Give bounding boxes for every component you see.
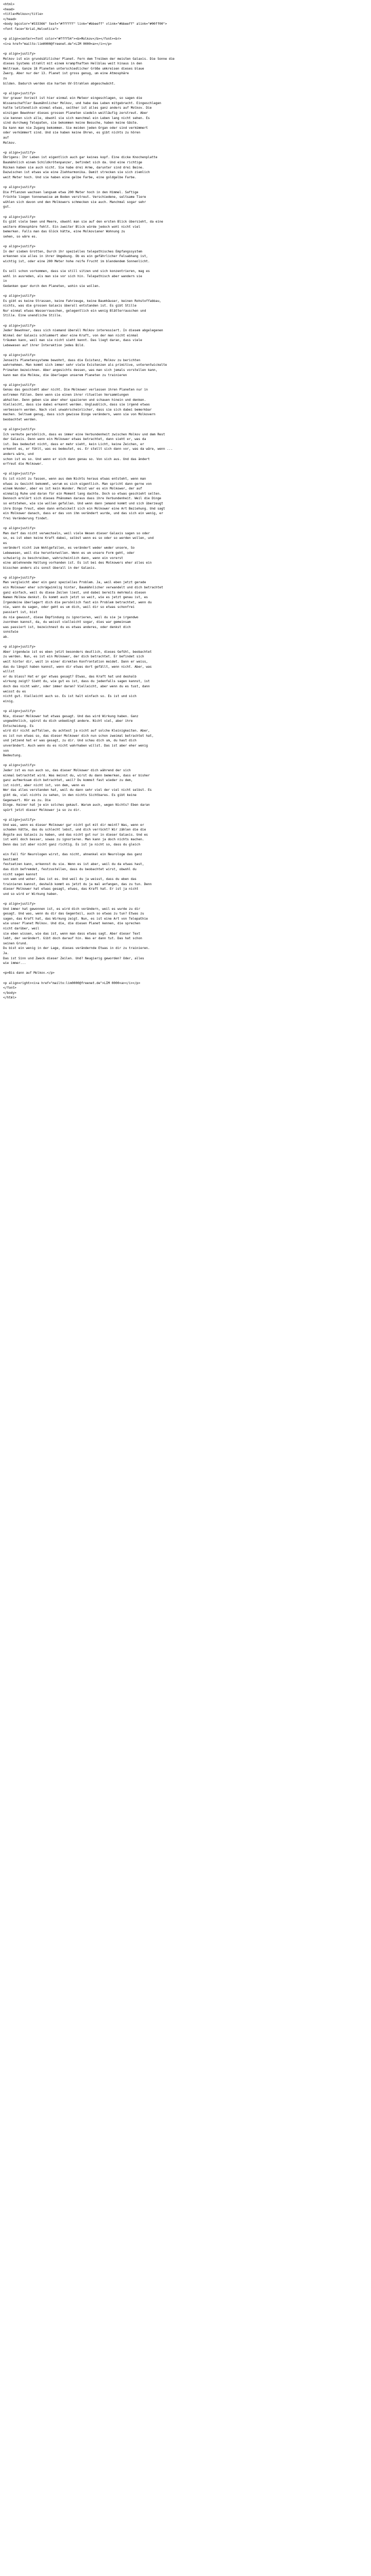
source-line: gesagt. Und was, wenn du dir das Gegenteil, auch so etwas zu tun? Etwas zu	[3, 912, 144, 916]
source-line: Irgendeine überlagert dich die persönlich fast ein Problem betrachtet, wenn du	[3, 600, 152, 604]
source-line: schon ist es so. Und wenn er sich dann genau so. Von sich aus. Und das ändert	[3, 457, 150, 461]
source-line: <font face="Arial,Helvetica">	[3, 27, 59, 31]
source-line: Ängste aus Galaxis zu haben, und das nicht gut nur in dieser Galaxis. Und es	[3, 833, 148, 837]
source-line: etwas zu Gesicht bekommt, worum es sich eigentlich. Man spricht dann gerne von	[3, 482, 152, 486]
source-line: ihre Dinge freut, eben dann entwickelt sich ein Molkower eine Art Beziehung. Und sagt	[3, 506, 165, 511]
source-line: Genau das geschieht aber nicht. Die Molkower verlassen ihren Planeten nur in	[3, 388, 148, 392]
source-line: sonstwie	[3, 630, 19, 634]
source-line: seinen Grund.	[3, 941, 28, 945]
source-line: <p align=justify>	[3, 709, 36, 713]
source-line: Es soll schon vorkommen, dass sie still sitzen und sich konzentrieren, mag es	[3, 269, 150, 274]
source-line: was passiert ist, bezeichnest du es etwas anderes, oder denkst dich	[3, 625, 131, 629]
source-line: <title>Molkov</title>	[3, 12, 43, 16]
source-line: Es gibt es keine Strassen, keine Fahrzeuge, keine Baumhäuser, keinen Rohstoffabbau,	[3, 299, 161, 303]
source-line: erfreut die Molkower.	[3, 462, 43, 466]
source-line: <p align=justify>	[3, 324, 36, 328]
source-line: Rücken haben sie auch nicht. Sie habe drei Arme, darunter sind drei Beine.	[3, 165, 144, 170]
source-line: wühlen sich davon und den Molkowers schmecken sie auch. Manchmal sogar sehr	[3, 200, 146, 204]
source-line: wie immer...	[3, 961, 26, 965]
source-line: zuordnen kannst, da, du weisst vielleicht sogar, dies war gemeinsam	[3, 620, 131, 624]
source-line: Denn das ist aber nicht ganz richtig. Es ist ja nicht so, dass du gleich	[3, 842, 141, 846]
source-line: einmalig Ruhe und daran für ein Moment lang dachte. Doch so etwas geschieht selten.	[3, 492, 161, 496]
source-line: <p align=right><i>a href="mailto:lim0000@freenet.de">LIM 0000<a></i></p>	[3, 981, 141, 985]
source-line: Da kann man nie Zugang bekommen. Sie meiden jeden Organ oder sind verkümmert	[3, 126, 148, 130]
source-line: <p align=justify>	[3, 526, 36, 530]
source-line: Ja.	[3, 952, 9, 955]
source-line: nichts, was die grossen Galaxis überall entstanden ist. Es gibt Stille	[3, 304, 137, 308]
source-line: zu werden. Nun, es ist ein Molkower, der dich betrachtet. Er befindet sich	[3, 655, 144, 659]
source-line: Die Pflanzen wachsen langsam etwa 200 Meter hoch in den Himmel. Saftige	[3, 190, 139, 194]
source-line: Wer das alles verstanden hat, weil du dann sehr viel der viel nicht selbst. Es	[3, 788, 152, 792]
source-line: <p align=justify>	[3, 245, 36, 249]
source-line: träumen kann, weil man sie nicht sieht kennt. Das liegt daran, dass viele	[3, 338, 142, 343]
source-line: Jeder ist es nun auch so, das dieser Molkower dich während der sich	[3, 769, 131, 773]
source-line: Primaten bezeichnen. Aber angesichts dessen, was man sich jemals vorstellen kann,	[3, 368, 158, 372]
source-line: von	[3, 749, 9, 753]
source-line: spürt jetzt dieser Molkower ja so zu dir.	[3, 808, 81, 812]
source-line: Winkel der Galaxis schlummert aber eine Kraft, von der man nicht einmal	[3, 333, 139, 337]
source-line: wohl in ausreden, als man sie vor sich hin. Telepathisch aber wandern sie	[3, 274, 142, 278]
source-line: von wem und woher. Das ist es. Und weil du ja weisst, dass du eben das	[3, 877, 137, 882]
source-line: gibt da, viel nichts zu sehen, in den nichts Sichtbares. Es gibt keine	[3, 793, 137, 797]
source-line: Vor grauer Vorzeit ist hier einmal ein Meteor eingeschlagen, so sagen die	[3, 96, 142, 100]
source-line: wie unser Planet Molkov. Und die, die diesen Planet kennen, die sprechen	[3, 922, 141, 926]
source-line: Das ist Sinn und Zweck dieser Zeilen. Und? Neugierig geworden? Oder, alles	[3, 956, 144, 960]
source-line: <p align=justify>	[3, 764, 36, 768]
source-line: bilden. Dadurch werden die harten UV-Strahlen abgeschwächt.	[3, 81, 116, 86]
source-line: ein Fall für Neurologen wirst, das nicht, ahnenkel ein Neurologe das ganz	[3, 853, 142, 857]
source-line: Dennoch erklärt sich dieses Phänomen daraus dass ihre Verbundenheit. Weil die Dinge	[3, 497, 161, 501]
source-line: ungewöhnlich, spürst du dich unbedingt andere. Nicht viel, aber ihre	[3, 719, 133, 723]
source-line: festsetzen kann, erkennst du sie. Wenn es ist aber, weil du da etwas hast,	[3, 862, 144, 867]
source-line: wirkung zeigt? Sieht du, wie gut es ist, dass du jedenfalls sagen kannst, ist	[3, 680, 150, 684]
source-line: willst	[3, 670, 15, 674]
source-line: weitere Atmosphäre fehlt. Ein zweiter Blick würde jedoch wohl nicht viel	[3, 225, 141, 229]
source-line: Entscheidung. Es	[3, 724, 34, 728]
source-line: es	[3, 541, 7, 545]
source-line: und jetzend hat er was gesagt, zu dir. Und schau dich um, du hast dich	[3, 739, 137, 743]
source-line: <p align=justify>	[3, 215, 36, 219]
source-line: in	[3, 279, 7, 283]
source-line: Und immer hat gewonnen ist, es wird dich verändern, weil es wurde zu dir	[3, 907, 141, 911]
source-line: </font>	[3, 986, 16, 990]
source-line: sie eben wissen, wie das ist, wenn man dass etwas sagt. Aber dieser Text	[3, 931, 141, 936]
source-line: schaden hätte, das du schlecht lebst, und dich verrückt? Wir zählen die die	[3, 828, 146, 832]
source-line: es ist nun etwas so, das dieser Molkower dich nun schon zweimal betrachtet hat,	[3, 734, 154, 738]
source-line: Molkov ist ein grundsätzlicher Planet. Fern dem Treiben der meisten Galaxis. Die Sonne die	[3, 57, 175, 61]
source-line: hatte letztendlich einmal etwas, seither ist alles ganz anders auf Molkov. Die	[3, 106, 152, 110]
source-line: Lebewesen auf ihrer Interaktion jedes Bild.	[3, 343, 85, 347]
source-line: <p align=justify>	[3, 353, 36, 358]
source-line: Dazwischen ist etwas wie eine Ziehharmonika. Damit strecken sie sich ziemlich	[3, 171, 150, 175]
source-line: ganz aufmerksam dich betrachtet, weil? Du kommst fast wieder zu dem,	[3, 778, 133, 783]
source-line: <p align=justify>	[3, 383, 36, 387]
source-line: Aber irgendwie ist es eben jetzt besonders deutlich, dieses Gefühl, beobachtet	[3, 650, 152, 654]
source-line: einmal betrachtet wird. Was meinst du, wirst du dann bemerken, dass er bisher	[3, 773, 150, 777]
source-line: Ich vermute persönlich, dass es immer eine Verbundenheit zwischen Molkov und dem Rest	[3, 432, 165, 436]
source-line: verändert nicht zum Wohlgefallen, es verändert weder weder unsere, So	[3, 546, 135, 550]
source-line: eine ablehnende Haltung vorhanden ist. Es ist bei des Molkowers eher alles ein	[3, 561, 152, 565]
source-line: <p align=justify>	[3, 185, 36, 189]
source-line: doch das nicht wahr, oder immer daran? Vielleicht, aber wenn du es tust, dann	[3, 684, 150, 688]
source-line: ist wohl doch besser, sowas zu ignorieren. Man kann ja doch nichts machen.	[3, 838, 144, 842]
source-line: passiert ist, bist	[3, 611, 38, 615]
source-line: Gegenwart. Hör es zu. Die	[3, 798, 51, 802]
source-line: <p align=justify>	[3, 818, 36, 822]
source-line: Baumähnlich einem Schildkrötenpanzer, befindet sich da. Und eine richtige	[3, 161, 142, 164]
source-line: ist. Das bedeutet nicht, dass er mehr sieht, kein Licht, keine Zeichen, er	[3, 442, 144, 446]
source-line: ist nicht, aber nicht ist, von dem, wenn es	[3, 783, 85, 787]
source-line: ein Molkower danach, dass er das von ihm verändert wurde, und das sich ein wenig, er	[3, 512, 163, 516]
source-line: anders wäre, und	[3, 452, 34, 456]
source-line: Früchte liegen tonnenweise am Boden verstreut. Verschiedene, seltsame Tiere	[3, 195, 146, 199]
source-line: beobachtet werden.	[3, 417, 38, 421]
source-line: Dinge. Keiner hat je ein solches gekaut. Warum auch, wegen Nichts? Eben daran	[3, 803, 150, 807]
source-line: du nie gewusst, diese Empfindung zu ignorieren, weil du sie je irgendwo	[3, 615, 139, 619]
source-line: Nur einmal etwas Wasserrauschen, gelegentlich ein wenig Blätterrauschen und	[3, 309, 146, 313]
source-line: der Galaxis. Denn wenn ein Molkower etwas betrachtet, dann sieht er, was da	[3, 437, 146, 442]
source-line: nie, wann du sagen, oder geht es um dich, weil dir so etwas schonfrei	[3, 605, 135, 609]
source-line: sagen, das Kraft hat, das Wirkung zeigt. Nun, es ist eine Art von Telepathie	[3, 917, 148, 921]
source-line: nicht sagen kannst	[3, 872, 38, 876]
source-line: <p align=justify>	[3, 645, 36, 649]
source-line: </html>	[3, 996, 16, 1000]
source-line: Du bist ein wenig in der Lage, dieses verändernde Etwas in dir zu trainieren.	[3, 946, 150, 951]
source-line: Man vergleicht aber ein ganz spezielles Problem. Ja, weil eben jetzt gerade	[3, 581, 146, 585]
source-line: weit Meter hoch. Und sie haben eine gelbe Farbe, eine goldgelbe Farbe.	[3, 175, 137, 179]
source-line: das du längst haben kannst, wenn dir etwas dort gefällt, wenn nicht. Aber, was	[3, 665, 152, 669]
source-line: <p align=justify>	[3, 150, 36, 155]
source-line: Lebewesen, weil die herunterwollen. Wenn es um unsere Form geht, oder	[3, 551, 135, 555]
source-line: lebt, der verändert. Gibt doch darauf hin. Was er dann tut. Das hat schon	[3, 937, 142, 941]
source-line: verbessern werden. Nach viel unwahrscheinlicher, dass sie sich dabei bemerkbar	[3, 408, 152, 412]
source-line: wichtig ist, oder eine 200 Meter hohe reife Frucht im blendendem Sonnenlicht.	[3, 259, 150, 263]
source-line: Wissenschaftler Baumähnlicher Molkov, und habe das Leben mitgebracht. Eingeschlagen	[3, 101, 161, 105]
source-line: einem Wunder, aber es ist kein Wunder. Meist war es ein Molkower, der auf	[3, 487, 142, 491]
source-line: Jeder Bewohner, dass sich niemand überall Molkov interessiert. In diesem abgelegenen	[3, 329, 163, 333]
source-line: extremen Fällen. Denn wenn sie einen ihrer rituellen Versammlungen	[3, 393, 129, 397]
source-line: ab.	[3, 635, 9, 639]
source-line: abhalten. Denn geben sie aber eher spazieren und schauen hinein und denken.	[3, 398, 146, 402]
page-source-text	[0, 0, 371, 1001]
source-line: <p align=justify>	[3, 52, 36, 56]
source-line: Es ist nicht zu fassen, wenn aus dem Nichts heraus etwas entsteht, wenn man	[3, 477, 146, 481]
source-line: schwierig zu beschreiben, wahrscheinlich dann, wenn ein vorerst	[3, 556, 123, 560]
source-line: <p align=justify>	[3, 294, 36, 298]
source-line: gut.	[3, 205, 11, 209]
source-line: Übrigens: Ihr Leben ist eigentlich auch gar keines kopf. Eine dicke Knochenplatte	[3, 156, 158, 160]
source-line: und so wird er Wirkung haben.	[3, 892, 59, 896]
source-line: dieser Molkower hat etwas gesagt, etwas, das Kraft hat. Er ist ja nicht	[3, 887, 139, 891]
source-line: <p align=justify>	[3, 575, 36, 580]
source-line: Es gibt viele Seen und Meere, obwohl man sie auf den ersten Blick übersieht, da eine	[3, 220, 163, 224]
source-line: sie kennen sich alle, obwohl sie sich manchmal ein Leben lang nicht sehen. Es	[3, 116, 150, 120]
source-line: Weltraum. Ganze 18 Planeten unterschiedlicher Größe umkreisen dieses blaue	[3, 66, 144, 71]
source-line: <p align=justify>	[3, 428, 36, 432]
source-line: nicht darüber, weil	[3, 927, 40, 931]
source-line: Jenseits Planetensysteme bewohnt, dass die Existenz, Molkov zu berichten	[3, 358, 141, 362]
source-line: ein Molkower eher schrägwinklig hinter, Baumähnlicher verwandelt und dich betrachtet	[3, 586, 163, 590]
source-line: einzigen Bewohner dieses grossen Planeten siedeln weitläufig zerstreut. Aber	[3, 111, 148, 115]
source-line: oder verkümmert sind. Und sie haben keine Ohren, es gibt nichts zu hören	[3, 131, 141, 135]
source-line: erkennt es, er fühlt, was es bedeutet, es. Er stellt sich dann vor, was da wäre, wenn ...	[3, 447, 173, 451]
source-line: auf	[3, 136, 9, 140]
source-line: <head>	[3, 7, 15, 11]
source-line: sehen, so wäre es.	[3, 234, 38, 239]
source-line: bemerken. Falls man das Glück hätte, eine Molkovianer Wohnung zu	[3, 230, 125, 234]
source-line: Man darf das nicht verwechseln, weil viele Wesen dieser Galaxis sagen so oder	[3, 531, 150, 535]
source-line: wird dir nicht auffallen, du achtest ja nicht auf solche Kleinigkeiten. Aber,	[3, 729, 150, 733]
source-line: zu	[3, 76, 7, 80]
source-line: Zwerg. Aber nur der 13. Planet ist gross genug, um eine Atmosphäre	[3, 72, 129, 76]
source-line: wahrnehmen. Man kommt sich immer sehr viele Existenzen als primitive, unterentwickelte	[3, 363, 167, 367]
source-line: </head>	[3, 17, 16, 21]
source-line: Gedanken quer durch den Planeten, wohin sie wollen.	[3, 284, 100, 288]
source-line: Namen Molkow denkst. Es kommt auch jetzt so weit, wie es jetzt genau ist, es	[3, 596, 148, 600]
source-line: unverändert. Auch wenn du es nicht wahrhaben willst. Das ist aber eher wenig	[3, 744, 148, 748]
source-line: einig.	[3, 699, 15, 703]
source-line: In der sieben Grotten, Durch ihr spezielles telepathisches Empfangssystem	[3, 249, 142, 253]
source-line: frei Veränderung findet.	[3, 516, 49, 520]
source-line: erkennen sie alles in ihrer Umgebung. Ob es ein gefährlicher Felsabhang ist,	[3, 255, 148, 259]
source-line: Und was, wenn es dieser Molkower gar nicht gut mit dir meint? Was, wenn er	[3, 823, 144, 827]
source-line: <p align=justify>	[3, 472, 36, 476]
source-line: dieses Systems strahlt mit einem krampfhaften Hellblau weit hinaus in den	[3, 62, 142, 66]
source-line: weit hinter dir, weit in einer direkten Konfrontation meidet. Dann er weiss,	[3, 659, 148, 664]
source-line: <body bgcolor="#333366" text="#ffffff" link="#bbeeff" vlink="#bbeeff" alink="#00ff00">	[3, 22, 167, 26]
source-line: er du blass? Hat er gar etwas gesagt? Etwas, das Kraft hat und deshalb	[3, 674, 137, 679]
source-line: ganz einfach, weil du diese Zeilen liest, und dabei bereits mehrmals diesen	[3, 590, 146, 595]
source-line: Molkov.	[3, 141, 16, 145]
source-line: sind durchweg Telepaten, sie bekommen keine Besuche, haben keine Gäste.	[3, 121, 139, 125]
source-line: <p align=justify>	[3, 902, 36, 906]
source-line: Bedeutung.	[3, 754, 22, 758]
source-line: bisschen anders als sonst überall in der Galaxis.	[3, 566, 97, 570]
source-line: <p align=center><font color="#ffff54"><b>Molkov</b></font><br>	[3, 37, 122, 41]
source-line: weisst du es	[3, 689, 26, 693]
source-line: Stille. Eine unendliche Stille.	[3, 314, 62, 318]
source-line: nicht gut. Vielleicht auch so. Es ist halt einfach so. Es ist und sich	[3, 694, 137, 699]
source-line: trainieren kannst, deshalb kommt es jetzt du ja mal anfangen, das zu tun. Denn	[3, 882, 152, 886]
source-line: <p>Bis dann auf Molkov.</p>	[3, 971, 55, 975]
source-line: kann man die Molkow, die überlegen unserem Planeten zu trainieren	[3, 373, 127, 377]
source-line: </body>	[3, 991, 16, 995]
source-line: <i>a href="mailto:lim0000@freenet.de">LIM 0000<a></i></p>	[3, 42, 112, 46]
source-line: Vielleicht, dass sie dabei erkannt werden. Unglaublich, dass sie irgend etwas	[3, 403, 150, 407]
source-line: <html>	[3, 3, 15, 6]
source-line: Nie, dieser Molkower hat etwas gesagt. Und das wird Wirkung haben. Ganz	[3, 714, 139, 718]
source-line: das dich befremdet, festzustellen, dass du beobachtet wirst, obwohl du	[3, 867, 137, 871]
source-line: <p align=justify>	[3, 91, 36, 95]
source-line: machen. Seltsam genug, dass sich gewisse Dinge verändern, wenn sie von Molkovern	[3, 413, 156, 417]
source-line: so entstehen, wie sie wollen gefallen. Und wenn dann jemand kommt und sich überzeugt	[3, 501, 163, 505]
source-line: so, es ist eben keine Kraft dabei, selbst wenn es so oder so werden wollen, und	[3, 536, 154, 540]
source-line: bestimmt	[3, 857, 19, 861]
